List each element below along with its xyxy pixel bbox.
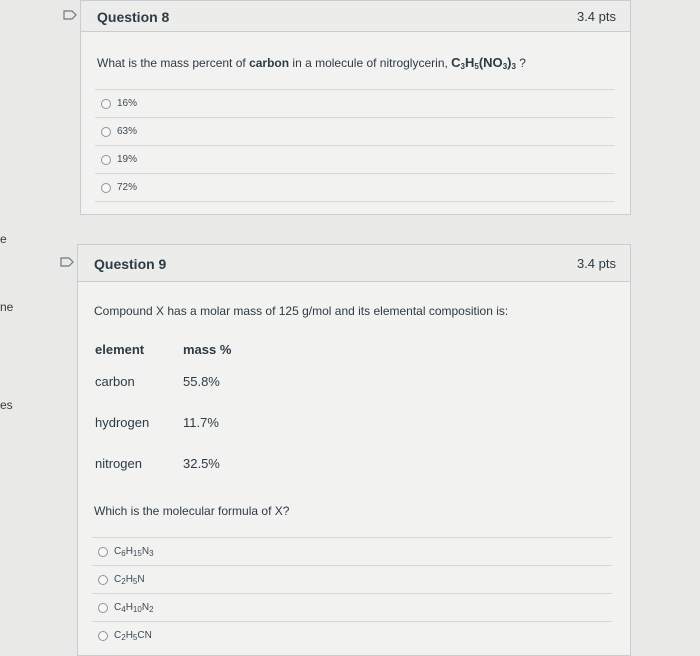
radio-button[interactable] — [98, 547, 108, 557]
answer-label: 72% — [117, 182, 138, 193]
question-8-prompt: What is the mass percent of carbon in a molecule of nitroglycerin, $C_3H_5(NO_3)_3$ ? — [97, 55, 526, 71]
question-9-answers — [92, 537, 612, 649]
table-row — [95, 443, 283, 484]
answer-option[interactable] — [92, 621, 612, 649]
prompt-bold: carbon — [249, 56, 290, 70]
answer-label: $C_2H_5CN$ — [114, 629, 152, 642]
composition-table — [95, 337, 283, 484]
table-cell: carbon — [95, 374, 135, 389]
question-9-title: Question 9 — [94, 256, 167, 272]
radio-button[interactable] — [101, 155, 111, 165]
side-fragment-es: es — [0, 398, 13, 412]
answer-option[interactable] — [92, 565, 612, 593]
table-header-row — [95, 337, 283, 361]
radio-button[interactable] — [101, 127, 111, 137]
answer-label: 63% — [117, 126, 138, 137]
question-8-header — [81, 1, 630, 32]
radio-button[interactable] — [98, 631, 108, 641]
answer-option[interactable] — [92, 537, 612, 565]
answer-option[interactable] — [95, 117, 615, 145]
question-9-header — [78, 245, 630, 282]
question-8-card — [80, 0, 631, 215]
question-9-card — [77, 244, 631, 656]
question-9-prompt: Compound X has a molar mass of 125 g/mol and its elemental composition is: — [94, 304, 509, 318]
table-cell: hydrogen — [95, 415, 150, 430]
answer-option[interactable] — [95, 89, 615, 117]
question-9-subquestion: Which is the molecular formula of X? — [94, 504, 290, 518]
column-header-element: element — [95, 341, 145, 357]
column-header-mass: mass % — [183, 341, 232, 357]
answer-label: 19% — [117, 154, 138, 165]
table-cell: 32.5% — [183, 456, 220, 471]
question-8-title: Question 8 — [97, 9, 170, 25]
nitroglycerin-formula: $C_3H_5(NO_3)_3$ — [451, 55, 516, 71]
answer-option[interactable] — [92, 593, 612, 621]
answer-option[interactable] — [95, 145, 615, 173]
radio-button[interactable] — [101, 183, 111, 193]
flag-icon[interactable] — [63, 10, 77, 20]
prompt-text: What is the mass percent of — [97, 56, 250, 70]
answer-option[interactable] — [95, 173, 615, 202]
question-9-points: 3.4 pts — [576, 256, 616, 271]
answer-label: $C_6H_{15}N_3$ — [114, 545, 154, 558]
table-cell: 11.7% — [183, 415, 219, 430]
table-cell: nitrogen — [95, 456, 142, 471]
side-fragment-e: e — [0, 232, 7, 246]
prompt-text: in a molecule of nitroglycerin, — [289, 56, 452, 70]
table-cell: 55.8% — [183, 374, 220, 389]
question-8-points: 3.4 pts — [576, 9, 616, 24]
question-8-answers — [95, 89, 615, 202]
radio-button[interactable] — [101, 99, 111, 109]
flag-icon[interactable] — [60, 257, 74, 267]
radio-button[interactable] — [98, 603, 108, 613]
answer-label: $C_4H_{10}N_2$ — [114, 601, 154, 614]
side-fragment-ne: ne — [0, 300, 14, 314]
table-row — [95, 402, 283, 443]
answer-label: $C_2H_5N$ — [114, 573, 145, 586]
table-row — [95, 361, 283, 402]
answer-label: 16% — [117, 98, 138, 109]
radio-button[interactable] — [98, 575, 108, 585]
